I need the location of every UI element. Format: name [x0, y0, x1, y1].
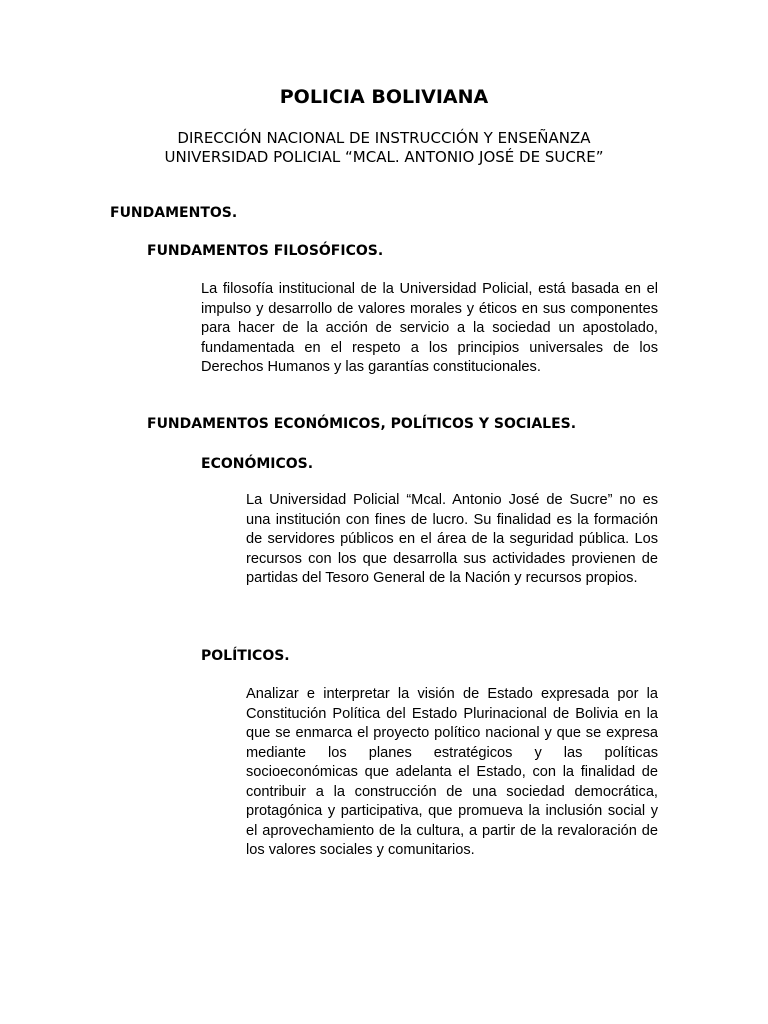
paragraph-politicos: Analizar e interpretar la visión de Estado expresada por la Constitución Política del Estado Plurinacional de Bolivia en la que se enmarca el proyecto político nacional y que se expresa mediante los planes estratégicos y las políticas socioeconómicas que adelanta el Estado, con la finalidad de contribuir a la construcción de una sociedad democrática, protagónica y participativa, que promueva la inclusión social y el aprovechamiento de la cultura, a partir de la revaloración de los valores sociales y comunitarios.: [246, 686, 658, 858]
heading-fundamentos: FUNDAMENTOS.: [110, 205, 238, 221]
heading-fundamentos-economicos-politicos-sociales: FUNDAMENTOS ECONÓMICOS, POLÍTICOS Y SOCIALES.: [147, 416, 577, 432]
document-subtitle-line1: DIRECCIÓN NACIONAL DE INSTRUCCIÓN Y ENSEÑANZA: [177, 129, 591, 147]
heading-fundamentos-filosoficos: FUNDAMENTOS FILOSÓFICOS.: [147, 243, 384, 259]
paragraph-filosoficos: La filosofía institucional de la Universidad Policial, está basada en el impulso y desarrollo de valores morales y éticos en sus componentes para hacer de la acción de servicio a la sociedad un apostolado, fundamentada en el respeto a los principios universales de los Derechos Humanos y las garantías constitucionales.: [201, 281, 658, 375]
heading-politicos: POLÍTICOS.: [201, 648, 290, 664]
paragraph-economicos: La Universidad Policial “Mcal. Antonio José de Sucre” no es una institución con fines de lucro. Su finalidad es la formación de servidores públicos en el área de la seguridad pública. Los recursos con los que desarrolla sus actividades provienen de partidas del Tesoro General de la Nación y recursos propios.: [246, 492, 658, 586]
document-subtitle-line2: UNIVERSIDAD POLICIAL “MCAL. ANTONIO JOSÉ DE SUCRE”: [164, 148, 604, 166]
document-title: POLICIA BOLIVIANA: [279, 86, 489, 108]
heading-economicos: ECONÓMICOS.: [201, 456, 314, 472]
